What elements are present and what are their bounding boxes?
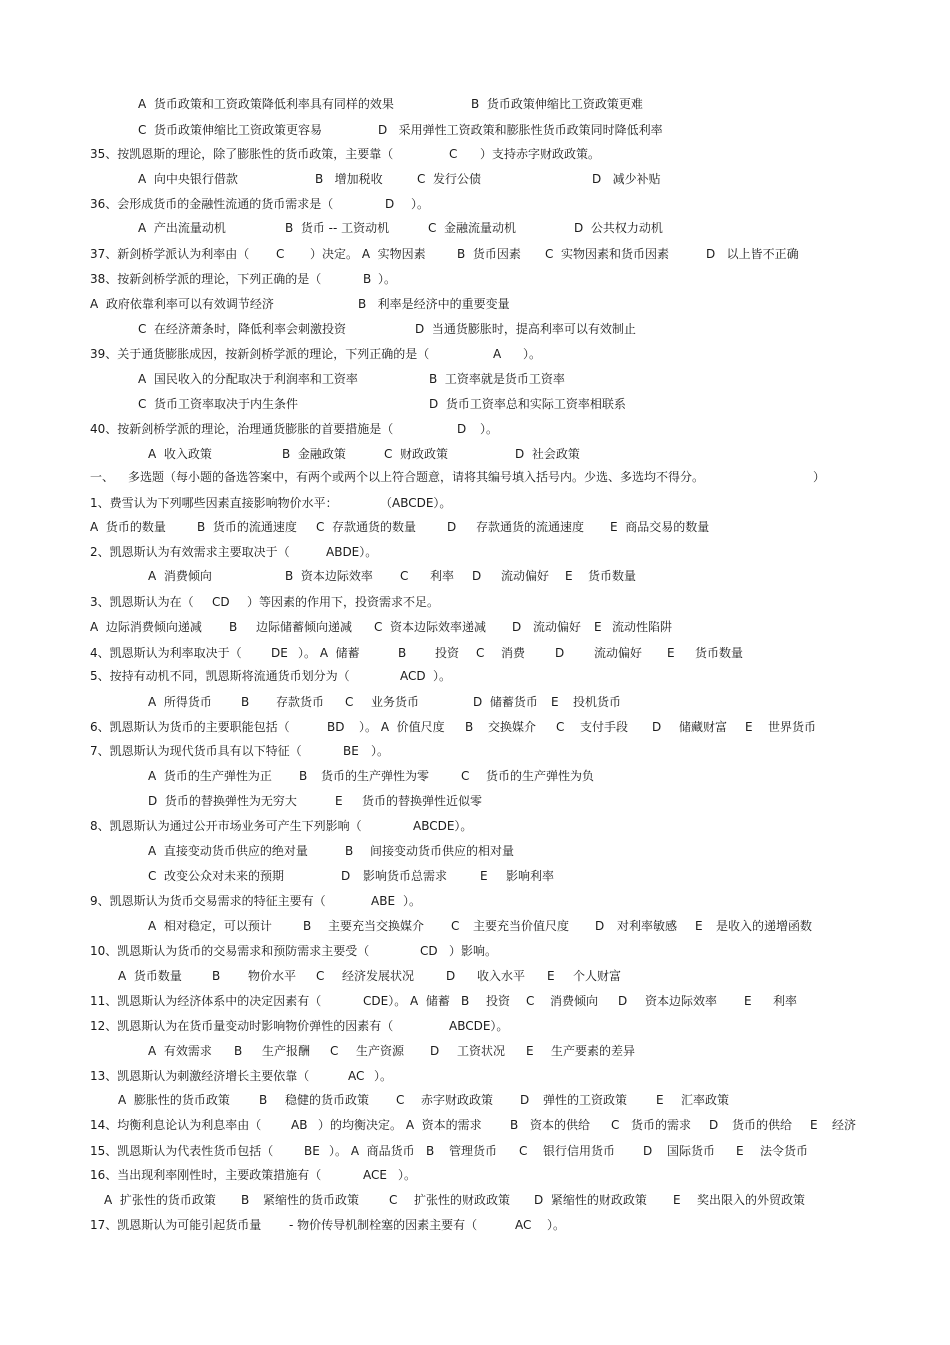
text-segment: D [341, 869, 351, 883]
text-segment: C [330, 1044, 339, 1058]
text-segment: 货币数量 [695, 646, 744, 660]
text-segment: 10、凯恩斯认为货币的交易需求和预防需求主要受（ [90, 944, 370, 958]
text-segment: C [526, 994, 535, 1008]
text-line [0, 816, 950, 836]
text-segment: 货币的替换弹性近似零 [362, 794, 483, 808]
text-segment: ）等因素的作用下，投资需求不足。 [247, 595, 440, 609]
text-segment: E [745, 720, 753, 734]
text-segment: E [695, 919, 703, 933]
text-segment: B [461, 994, 470, 1008]
text-segment: 9、凯恩斯认为货币交易需求的特征主要有（ [90, 894, 326, 908]
text-line [0, 941, 950, 961]
text-segment: ）。 [547, 1218, 566, 1232]
text-line [0, 120, 950, 140]
text-segment: B [212, 969, 221, 983]
text-segment: B [510, 1118, 519, 1132]
text-segment: 紧缩性的货币政策 [263, 1193, 360, 1207]
text-segment: ）影响。 [449, 944, 498, 958]
text-segment: 8、凯恩斯认为通过公开市场业务可产生下列影响（ [90, 819, 362, 833]
text-segment: A 货币数量 [118, 969, 182, 983]
text-segment: E [547, 969, 555, 983]
text-line [0, 493, 950, 513]
text-line [0, 766, 950, 786]
text-segment: 世界货币 [768, 720, 817, 734]
text-segment: 奖出限入的外贸政策 [697, 1193, 806, 1207]
text-segment: 主要充当交换媒介 [328, 919, 425, 933]
text-segment: C [476, 646, 485, 660]
text-segment: 17、凯恩斯认为可能引起货币量 [90, 1218, 262, 1232]
text-segment: E 商品交易的数量 [610, 520, 710, 534]
text-segment: 38、按新剑桥学派的理论，下列正确的是（ [90, 272, 322, 286]
text-segment: A 膨胀性的货币政策 [118, 1093, 230, 1107]
text-segment: 生产报酬 [262, 1044, 311, 1058]
text-line [0, 1016, 950, 1036]
text-line [0, 269, 950, 289]
text-segment: 多选题（每小题的备选答案中，有两个或两个以上符合题意，请将其编号填入括号内。少选、多选均不得分。 [128, 470, 705, 484]
text-segment: B 工资率就是货币工资率 [429, 372, 565, 386]
text-segment: D [555, 646, 565, 660]
text-segment: ）。 [403, 894, 422, 908]
text-segment: 经济发展状况 [342, 969, 415, 983]
text-segment: B 金融政策 [282, 447, 346, 461]
text-segment: C 实物因素和货币因素 [545, 247, 670, 261]
text-segment: B [465, 720, 474, 734]
text-segment: 储藏财富 [679, 720, 728, 734]
text-segment: 生产资源 [356, 1044, 405, 1058]
text-segment: 影响利率 [506, 869, 555, 883]
text-segment: D 当通货膨胀时，提高利率可以有效制止 [415, 322, 636, 336]
text-segment: C [556, 720, 565, 734]
text-line [0, 169, 950, 189]
text-segment: 主要充当价值尺度 [473, 919, 570, 933]
text-segment: 存款货币 [276, 695, 325, 709]
text-segment: B [241, 695, 250, 709]
text-segment: ）。 [411, 197, 430, 211]
text-line [0, 741, 950, 761]
text-segment: 生产要素的差异 [551, 1044, 636, 1058]
text-line [0, 866, 950, 886]
text-segment: AB [291, 1118, 308, 1132]
text-segment: 国际货币 [667, 1144, 716, 1158]
text-segment: 收入水平 [477, 969, 526, 983]
text-segment: 是收入的递增函数 [716, 919, 813, 933]
text-segment: D [385, 197, 395, 211]
text-segment: A [493, 347, 502, 361]
text-line [0, 966, 950, 986]
text-segment: 消费倾向 [550, 994, 599, 1008]
text-line [0, 369, 950, 389]
text-segment: ）。 [378, 272, 397, 286]
text-segment: ）。 A 价值尺度 [359, 720, 445, 734]
text-segment: D [472, 569, 482, 583]
text-segment: C [611, 1118, 620, 1132]
text-segment: 投资 [486, 994, 511, 1008]
text-segment: ）。 A 储蓄 [298, 646, 360, 660]
text-segment: D [618, 994, 628, 1008]
text-segment: 交换媒介 [488, 720, 537, 734]
text-segment: BE [304, 1144, 320, 1158]
text-segment: B 货币的流通速度 [197, 520, 297, 534]
text-segment: 汇率政策 [681, 1093, 730, 1107]
text-segment: 扩张性的财政政策 [414, 1193, 511, 1207]
text-line [0, 1066, 950, 1086]
text-segment: A 政府依靠利率可以有效调节经济 [90, 297, 274, 311]
text-segment: E [667, 646, 675, 660]
text-segment: 工资状况 [457, 1044, 506, 1058]
text-segment: 13、凯恩斯认为刺激经济增长主要依靠（ [90, 1069, 310, 1083]
text-segment: A 直接变动货币供应的绝对量 [148, 844, 308, 858]
text-line [0, 444, 950, 464]
text-segment: ABDE）。 [326, 545, 378, 559]
text-segment: 银行信用货币 [543, 1144, 616, 1158]
text-line [0, 717, 950, 737]
text-line [0, 344, 950, 364]
text-segment: ）。 [398, 1168, 417, 1182]
text-segment: B 增加税收 [315, 172, 383, 186]
text-segment: E [810, 1118, 818, 1132]
text-segment: C [396, 1093, 405, 1107]
text-line [0, 1190, 950, 1210]
text-segment: D [446, 969, 456, 983]
text-line [0, 692, 950, 712]
text-line [0, 1141, 950, 1161]
text-segment: - 物价传导机制栓塞的因素主要有（ [289, 1218, 478, 1232]
text-line [0, 94, 950, 114]
text-segment: AC [348, 1069, 365, 1083]
text-segment: 36、会形成货币的金融性流通的货币需求是（ [90, 197, 334, 211]
text-line [0, 643, 950, 663]
text-segment: D [457, 422, 467, 436]
text-segment: B [345, 844, 354, 858]
text-segment: C 财政政策 [384, 447, 449, 461]
text-line [0, 666, 950, 686]
text-segment: B 货币因素 [457, 247, 521, 261]
text-segment: C 改变公众对未来的预期 [148, 869, 285, 883]
text-line [0, 294, 950, 314]
text-segment: A 相对稳定，可以预计 [148, 919, 272, 933]
text-line [0, 1115, 950, 1135]
text-segment: A 收入政策 [148, 447, 212, 461]
text-segment: ）支持赤字财政政策。 [480, 147, 601, 161]
text-segment: A 国民收入的分配取决于利润率和工资率 [138, 372, 358, 386]
text-line [0, 916, 950, 936]
text-line [0, 1090, 950, 1110]
text-segment: 间接变动货币供应的相对量 [370, 844, 515, 858]
text-segment: B 资本边际效率 [285, 569, 373, 583]
text-segment: D [643, 1144, 653, 1158]
text-segment: ） [813, 470, 826, 484]
text-segment: 业务货币 [371, 695, 420, 709]
text-segment: B [234, 1044, 243, 1058]
text-segment: （ABCDE）。 [380, 496, 452, 510]
text-segment: C [400, 569, 409, 583]
text-segment: B 利率是经济中的重要变量 [358, 297, 510, 311]
text-segment: D [652, 720, 662, 734]
text-segment: 稳健的货币政策 [285, 1093, 370, 1107]
text-line [0, 592, 950, 612]
text-segment: C 资本边际效率递减 [374, 620, 487, 634]
text-segment: C [461, 769, 470, 783]
text-segment: 流动性陷阱 [612, 620, 673, 634]
text-segment: 一、 [90, 470, 115, 484]
text-segment: B 货币 -- 工资动机 [285, 221, 390, 235]
text-segment: A 产出流量动机 [138, 221, 226, 235]
text-segment: ACE [363, 1168, 387, 1182]
text-segment: A 扩张性的货币政策 [104, 1193, 216, 1207]
text-segment: ）的均衡决定。 A 资本的需求 [318, 1118, 482, 1132]
text-segment: 货币数量 [588, 569, 637, 583]
text-line [0, 194, 950, 214]
text-segment: 流动偏好 [501, 569, 550, 583]
text-segment: A 边际消费倾向递减 [90, 620, 202, 634]
text-segment: BE [343, 744, 359, 758]
text-segment: DE [271, 646, 288, 660]
text-segment: A 消费倾向 [148, 569, 212, 583]
text-segment: 投资 [435, 646, 460, 660]
text-segment: D [520, 1093, 530, 1107]
text-line [0, 891, 950, 911]
text-segment: 37、新剑桥学派认为利率由（ [90, 247, 250, 261]
text-segment: C 货币工资率取决于内生条件 [138, 397, 299, 411]
text-segment: D 货币的替换弹性为无穷大 [148, 794, 297, 808]
text-segment: 货币的需求 [631, 1118, 692, 1132]
text-segment: B [303, 919, 312, 933]
text-line [0, 617, 950, 637]
text-segment: E [594, 620, 602, 634]
text-segment: D 社会政策 [515, 447, 580, 461]
text-segment: 3、凯恩斯认为在（ [90, 595, 194, 609]
text-segment: CDE）。 A 储蓄 [363, 994, 450, 1008]
text-segment: C 存款通货的数量 [316, 520, 417, 534]
text-segment: 个人财富 [573, 969, 622, 983]
text-segment: 7、凯恩斯认为现代货币具有以下特征（ [90, 744, 302, 758]
text-segment: 货币的供给 [732, 1118, 793, 1132]
text-segment: 流动偏好 [533, 620, 582, 634]
text-segment: 支付手段 [580, 720, 629, 734]
text-segment: B 货币政策伸缩比工资政策更难 [471, 97, 643, 111]
text-segment: A 有效需求 [148, 1044, 212, 1058]
text-segment: C [519, 1144, 528, 1158]
text-segment: 对利率敏感 [617, 919, 678, 933]
text-line [0, 319, 950, 339]
text-segment: D 以上皆不正确 [706, 247, 799, 261]
text-segment: D 减少补贴 [592, 172, 661, 186]
text-segment: C [316, 969, 325, 983]
text-line [0, 566, 950, 586]
text-segment: 资本边际效率 [645, 994, 718, 1008]
text-segment: ABCDE）。 [413, 819, 473, 833]
text-segment: 39、关于通货膨胀成因，按新剑桥学派的理论，下列正确的是（ [90, 347, 430, 361]
text-segment: 2、凯恩斯认为有效需求主要取决于（ [90, 545, 290, 559]
text-segment: 14、均衡利息论认为利息率由（ [90, 1118, 262, 1132]
text-segment: C [276, 247, 285, 261]
text-segment: C 在经济萧条时，降低利率会刺激投资 [138, 322, 347, 336]
text-line [0, 517, 950, 537]
text-segment: 弹性的工资政策 [543, 1093, 628, 1107]
text-segment: D [430, 1044, 440, 1058]
text-segment: E [551, 695, 559, 709]
text-segment: 15、凯恩斯认为代表性货币包括（ [90, 1144, 274, 1158]
text-segment: ）。 [371, 744, 390, 758]
text-segment: 货币的生产弹性为负 [486, 769, 595, 783]
text-segment: E [673, 1193, 681, 1207]
text-segment: C [345, 695, 354, 709]
text-segment: 资本的供给 [530, 1118, 591, 1132]
text-segment: ）。 A 商品货币 [329, 1144, 415, 1158]
text-line [0, 991, 950, 1011]
text-line [0, 791, 950, 811]
text-segment: AC [515, 1218, 532, 1232]
text-segment: ）。 [480, 422, 499, 436]
text-segment: B [241, 1193, 250, 1207]
text-segment: D [595, 919, 605, 933]
text-segment: BD [327, 720, 345, 734]
text-line [0, 394, 950, 414]
text-line [0, 467, 950, 487]
text-segment: D 货币工资率总和实际工资率相联系 [429, 397, 626, 411]
text-segment: 赤字财政政策 [421, 1093, 494, 1107]
text-segment: 影响货币总需求 [363, 869, 448, 883]
text-segment: D [447, 520, 457, 534]
text-segment: B [398, 646, 407, 660]
text-segment: ）。 [374, 1069, 393, 1083]
text-segment: E [565, 569, 573, 583]
text-segment: D 紧缩性的财政政策 [534, 1193, 647, 1207]
text-segment: 5、按持有动机不同，凯恩斯将流通货币划分为（ [90, 669, 350, 683]
text-segment: 利率 [773, 994, 798, 1008]
text-segment: 利率 [430, 569, 455, 583]
text-segment: D [709, 1118, 719, 1132]
text-segment: D 采用弹性工资政策和膨胀性货币政策同时降低利率 [378, 123, 663, 137]
text-segment: ACD [400, 669, 426, 683]
text-line [0, 218, 950, 238]
text-segment: 投机货币 [573, 695, 622, 709]
text-segment: D 储蓄货币 [473, 695, 538, 709]
text-segment: 边际储蓄倾向递减 [256, 620, 353, 634]
text-segment: 6、凯恩斯认为货币的主要职能包括（ [90, 720, 290, 734]
text-segment: 35、按凯恩斯的理论，除了膨胀性的货币政策，主要靠（ [90, 147, 394, 161]
text-segment: D [512, 620, 522, 634]
text-segment: ABCDE）。 [449, 1019, 509, 1033]
text-segment: 4、凯恩斯认为利率取决于（ [90, 646, 242, 660]
text-segment: E [335, 794, 343, 808]
text-segment: C [449, 147, 458, 161]
text-segment: E [480, 869, 488, 883]
text-segment: ）。 [523, 347, 542, 361]
text-segment: 11、凯恩斯认为经济体系中的决定因素有（ [90, 994, 322, 1008]
text-segment: A 货币的数量 [90, 520, 166, 534]
text-segment: CD [212, 595, 230, 609]
text-segment: C [389, 1193, 398, 1207]
text-segment: 法令货币 [760, 1144, 809, 1158]
text-line [0, 542, 950, 562]
text-segment: 物价水平 [248, 969, 297, 983]
text-segment: A 所得货币 [148, 695, 212, 709]
text-segment: A 货币政策和工资政策降低利率具有同样的效果 [138, 97, 394, 111]
text-segment: B [363, 272, 372, 286]
text-segment: E [656, 1093, 664, 1107]
text-segment: D 公共权力动机 [574, 221, 663, 235]
text-segment: ）决定。 A 实物因素 [310, 247, 426, 261]
text-line [0, 1041, 950, 1061]
text-segment: C 货币政策伸缩比工资政策更容易 [138, 123, 323, 137]
text-segment: 消费 [501, 646, 526, 660]
text-segment: CD [420, 944, 438, 958]
text-segment: 1、费雪认为下列哪些因素直接影响物价水平： [90, 496, 338, 510]
text-segment: C 金融流量动机 [428, 221, 517, 235]
text-line [0, 419, 950, 439]
text-segment: 16、当出现利率刚性时，主要政策措施有（ [90, 1168, 322, 1182]
text-segment: 流动偏好 [594, 646, 643, 660]
text-segment: ABE [371, 894, 396, 908]
text-segment: B [259, 1093, 268, 1107]
text-segment: B [229, 620, 238, 634]
text-segment: 存款通货的流通速度 [476, 520, 585, 534]
text-segment: C 发行公债 [417, 172, 482, 186]
text-segment: 40、按新剑桥学派的理论，治理通货膨胀的首要措施是（ [90, 422, 394, 436]
text-line [0, 144, 950, 164]
text-line [0, 1215, 950, 1235]
text-segment: A 向中央银行借款 [138, 172, 238, 186]
text-segment: ）。 [433, 669, 452, 683]
text-segment: 货币的生产弹性为零 [321, 769, 430, 783]
text-segment: B [426, 1144, 435, 1158]
text-segment: E [736, 1144, 744, 1158]
text-line [0, 244, 950, 264]
text-segment: 经济 [832, 1118, 857, 1132]
text-segment: A 货币的生产弹性为正 [148, 769, 272, 783]
text-segment: 12、凯恩斯认为在货币量变动时影响物价弹性的因素有（ [90, 1019, 394, 1033]
text-segment: 管理货币 [449, 1144, 498, 1158]
text-segment: E [526, 1044, 534, 1058]
text-segment: E [744, 994, 752, 1008]
text-segment: C [451, 919, 460, 933]
text-segment: B [299, 769, 308, 783]
text-line [0, 1165, 950, 1185]
text-line [0, 841, 950, 861]
